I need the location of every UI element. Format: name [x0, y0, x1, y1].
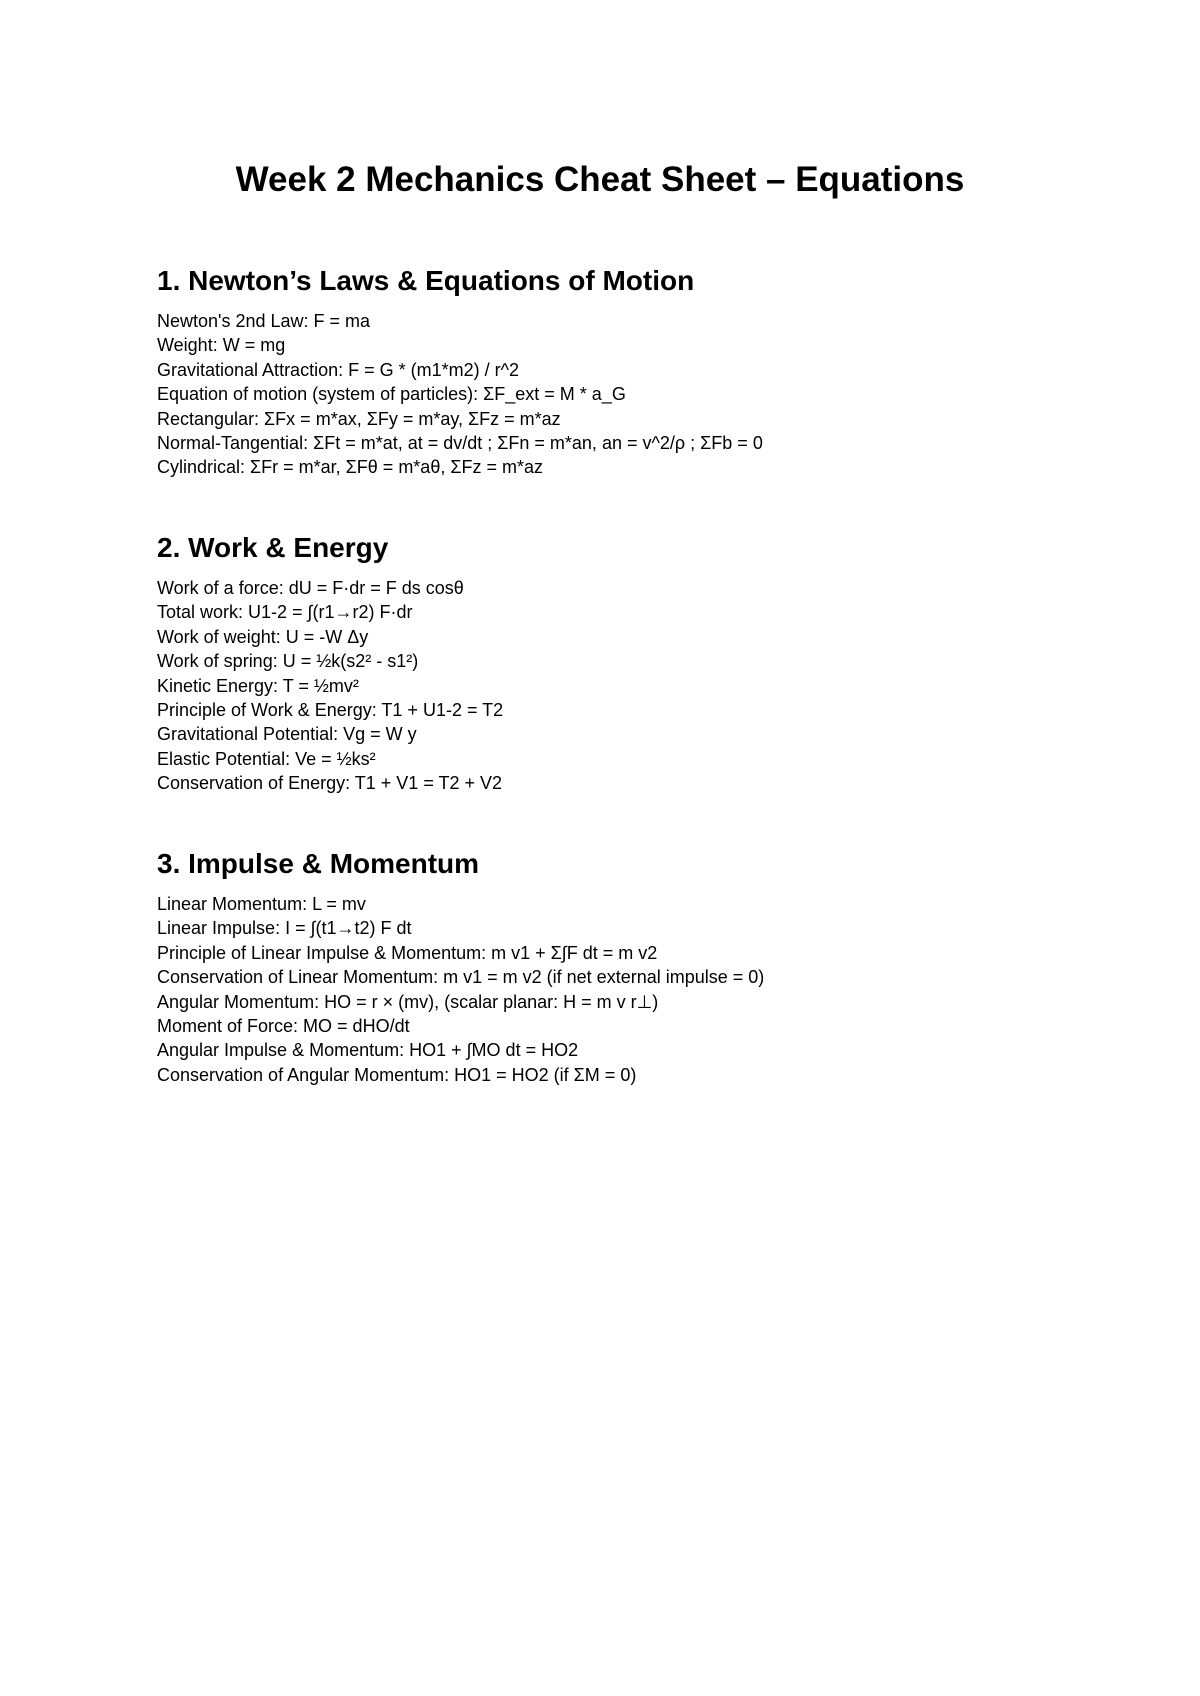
equation-line: Work of spring: U = ½k(s2² - s1²) [157, 651, 419, 672]
section-heading: 2. Work & Energy [157, 532, 389, 563]
equation-line: Principle of Linear Impulse & Momentum: m v1 + Σ∫F dt = m v2 [157, 942, 658, 963]
equation-list [157, 576, 1157, 796]
equation-line: Linear Impulse: I = ∫(t1→t2) F dt [157, 918, 412, 939]
equation-line: Weight: W = mg [157, 335, 286, 356]
equation-line: Normal-Tangential: ΣFt = m*at, at = dv/dt ; ΣFn = m*an, an = v^2/ρ ; ΣFb = 0 [157, 433, 763, 454]
equation-line: Gravitational Attraction: F = G * (m1*m2) / r^2 [157, 359, 520, 380]
equation-line: Cylindrical: ΣFr = m*ar, ΣFθ = m*aθ, ΣFz = m*az [157, 457, 543, 478]
equation-line: Total work: U1-2 = ∫(r1→r2) F·dr [157, 602, 413, 623]
equation-line: Rectangular: ΣFx = m*ax, ΣFy = m*ay, ΣFz = m*az [157, 408, 561, 429]
equation-line: Conservation of Energy: T1 + V1 = T2 + V2 [157, 773, 503, 794]
equation-line: Elastic Potential: Ve = ½ks² [157, 748, 376, 769]
equation-line: Angular Impulse & Momentum: HO1 + ∫MO dt = HO2 [157, 1040, 579, 1061]
equation-list [157, 892, 1157, 1087]
equation-line: Work of a force: dU = F·dr = F ds cosθ [157, 578, 464, 598]
page-title: Week 2 Mechanics Cheat Sheet – Equations [235, 160, 965, 199]
equation-line: Principle of Work & Energy: T1 + U1-2 = T2 [157, 700, 504, 721]
equation-line: Newton's 2nd Law: F = ma [157, 311, 371, 331]
section-impulse-momentum [157, 846, 1157, 1087]
equation-line: Angular Momentum: HO = r × (mv), (scalar planar: H = m v r⊥) [157, 991, 659, 1012]
section-newtons-laws [157, 263, 1157, 480]
section-heading: 3. Impulse & Momentum [157, 848, 480, 879]
equation-line: Equation of motion (system of particles): ΣF_ext = M * a_G [157, 384, 626, 405]
equation-line: Kinetic Energy: T = ½mv² [157, 675, 359, 696]
equation-line: Linear Momentum: L = mv [157, 894, 366, 914]
equation-line: Work of weight: U = -W Δy [157, 626, 369, 647]
equation-line: Conservation of Linear Momentum: m v1 = m v2 (if net external impulse = 0) [157, 967, 765, 988]
section-heading: 1. Newton’s Laws & Equations of Motion [157, 265, 695, 296]
equation-line: Conservation of Angular Momentum: HO1 = HO2 (if ΣM = 0) [157, 1064, 637, 1085]
equation-line: Moment of Force: MO = dHO/dt [157, 1016, 410, 1037]
equation-line: Gravitational Potential: Vg = W y [157, 724, 417, 745]
equation-list [157, 309, 1157, 480]
section-work-energy [157, 530, 1157, 796]
